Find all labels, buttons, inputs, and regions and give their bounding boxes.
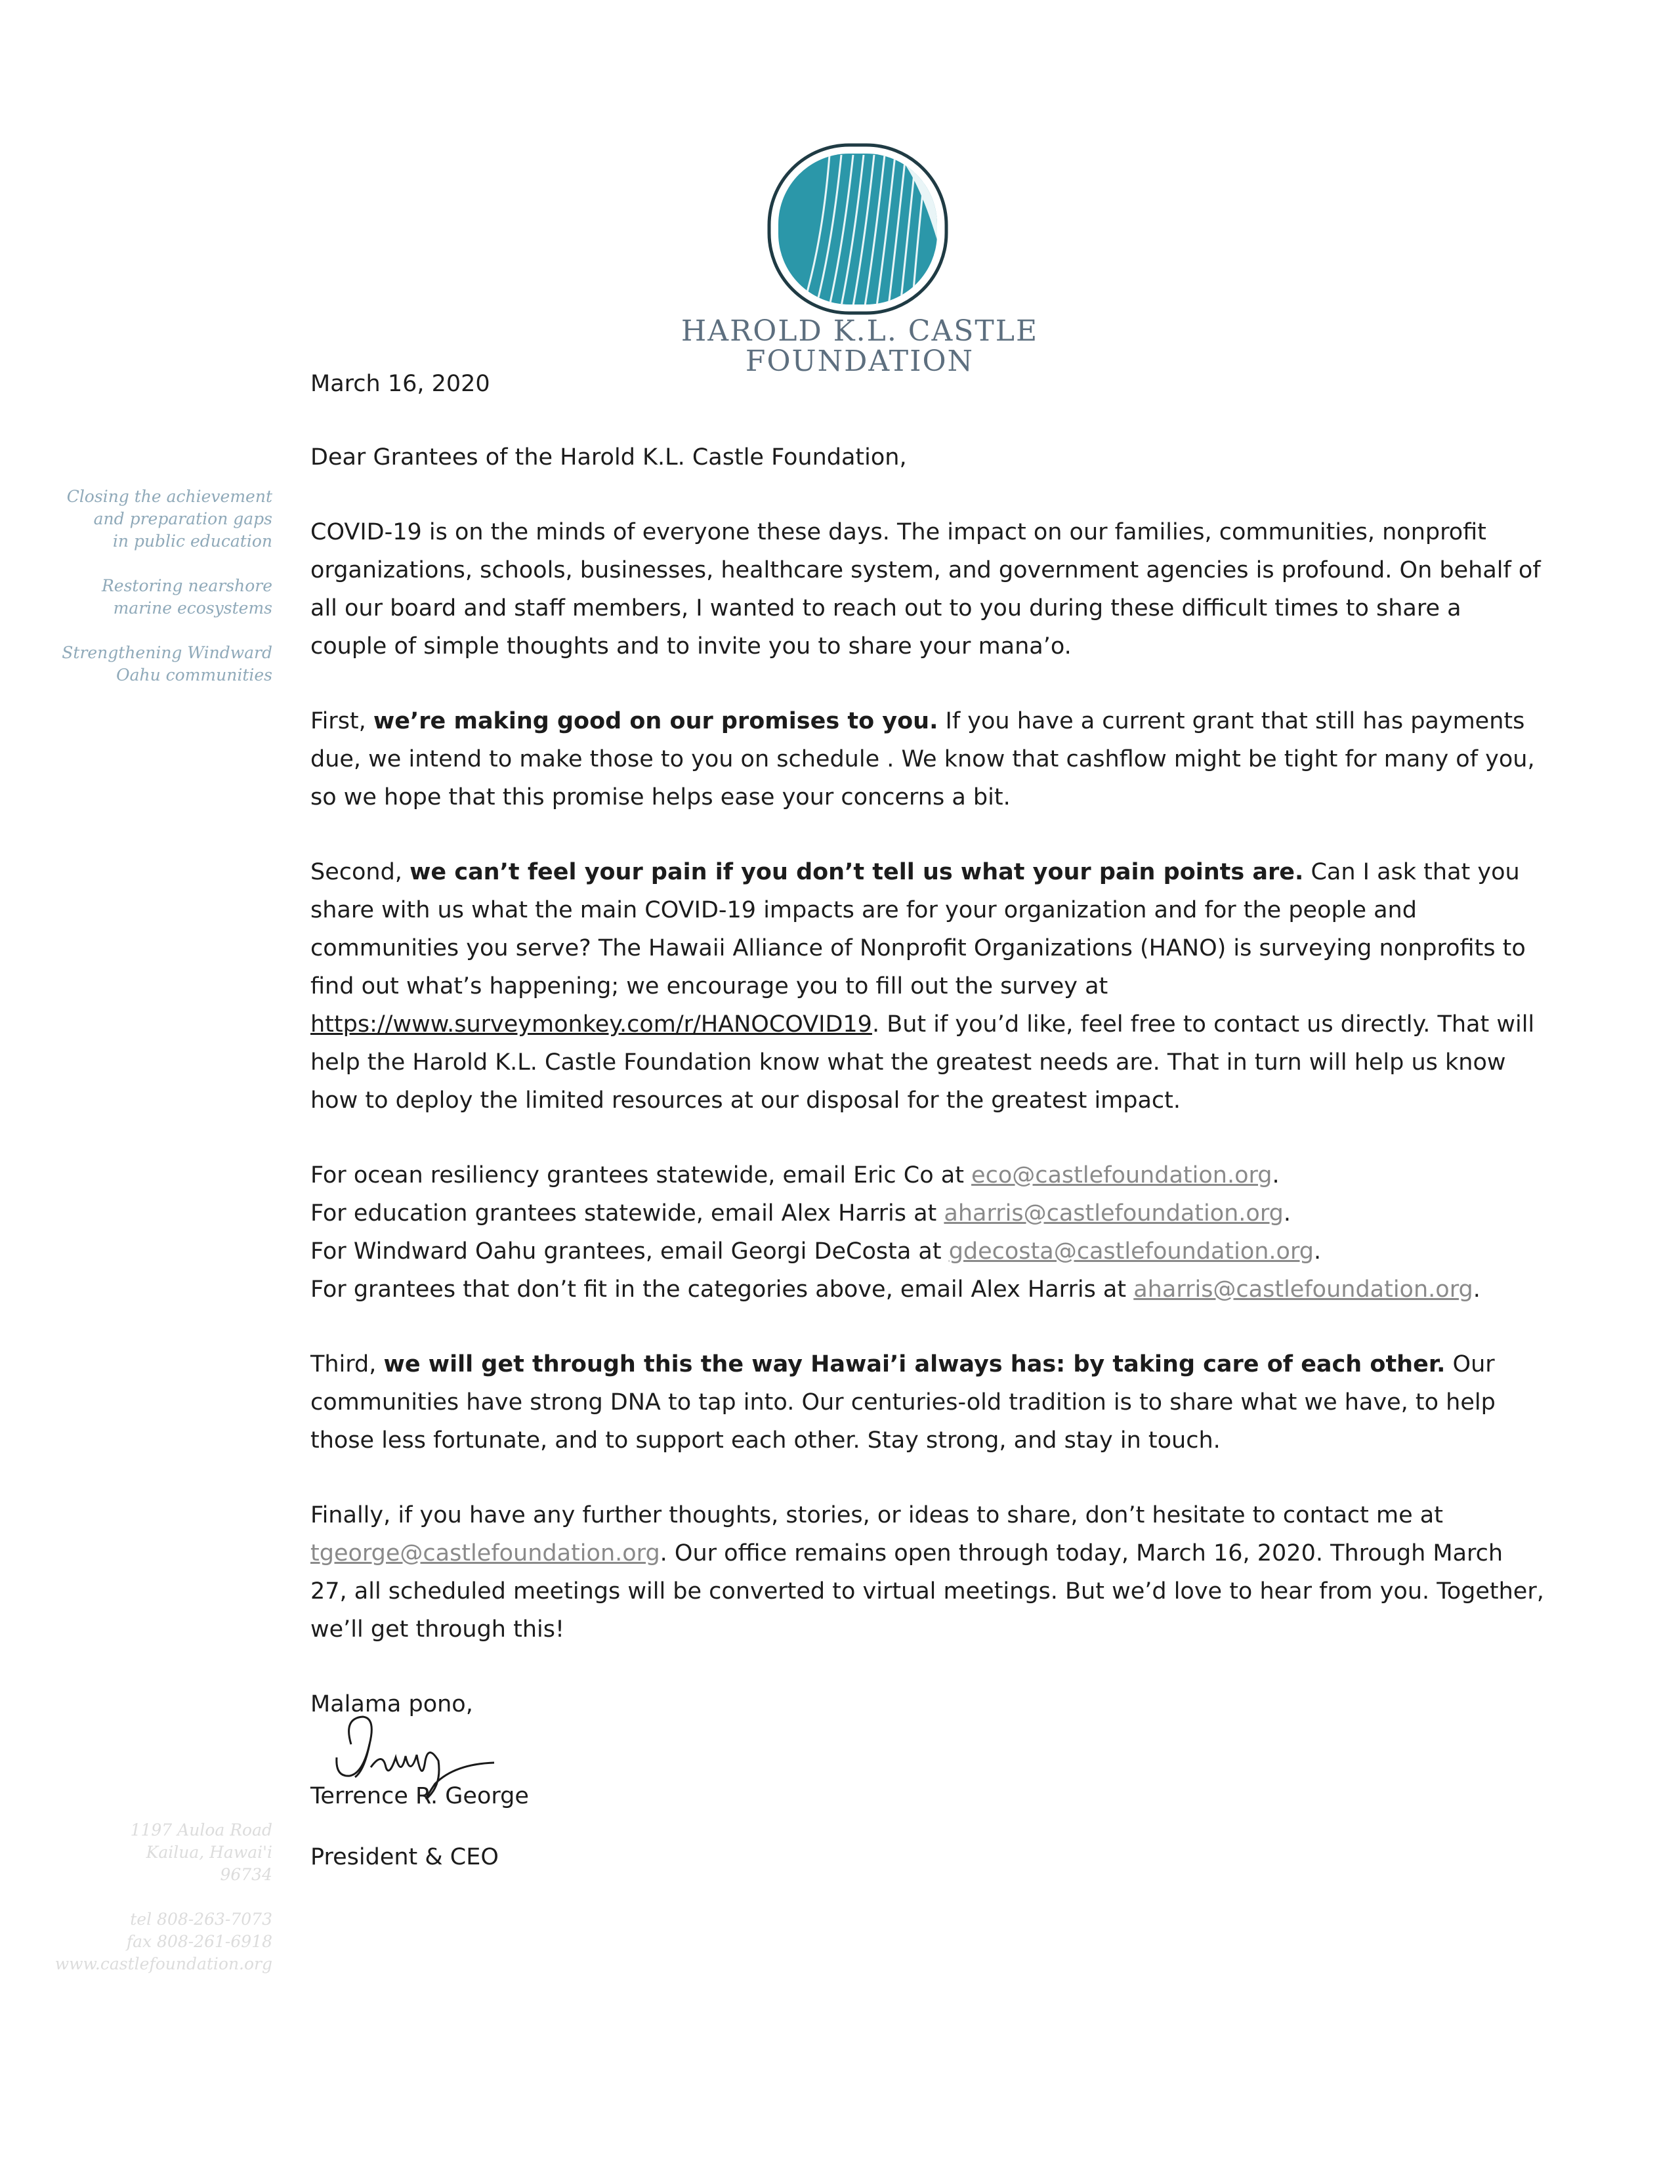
signature-block (310, 1685, 529, 1876)
org-name-line1: HAROLD K.L. CASTLE (681, 314, 1039, 348)
text-run: Third, (310, 1351, 384, 1377)
bold-text: we can’t feel your pain if you don’t tell us what your pain points are. (410, 859, 1304, 885)
focus-area-windward (26, 642, 272, 686)
text-run: . (1473, 1276, 1480, 1303)
contact-line-education (310, 1194, 1544, 1232)
bold-text: we’re making good on our promises to you. (373, 708, 938, 734)
org-name-line2: FOUNDATION (745, 345, 975, 378)
closing: Malama pono, (310, 1691, 473, 1717)
text-run: Our communities have strong DNA to tap into. Our centuries-old tradition is to share what we have, to help those less fortunate, and to support each other. Stay strong, and stay in touch. (310, 1351, 1496, 1454)
email-link-aharris-other[interactable]: aharris@castlefoundation.org (1133, 1276, 1473, 1303)
text-run: . Our office remains open through today, March 16, 2020. Through March 27, all scheduled meetings will be converted to virtual meetings. But we’d love to hear from you. Together, we’ll get through this! (310, 1540, 1544, 1643)
text-run: Can I ask that you share with us what the main COVID-19 impacts are for your organization and for the people and communities you serve? The Hawaii Alliance of Nonprofit Organizations (HANO) is surveying nonprofits to find out what’s happening; we encourage you to fill out the survey at (310, 859, 1526, 999)
bold-text: we will get through this the way Hawai’i always has: by taking care of each other. (383, 1351, 1446, 1377)
focus-area-marine (26, 575, 272, 620)
text-run: If you have a current grant that still has payments due, we intend to make those to you on schedule . We know that cashflow might be tight for many of you, so we hope that this promise helps ease your concerns a bit. (310, 708, 1535, 810)
paragraph-together (310, 1345, 1544, 1460)
letter-body (310, 365, 1544, 1685)
text-run: First, (310, 708, 373, 734)
fax-number: fax 808-261-6918 (126, 1932, 272, 1951)
text-run: Second, (310, 859, 410, 885)
paragraph-closing (310, 1496, 1544, 1648)
contact-line-windward (310, 1232, 1544, 1270)
sidebar-line: Restoring nearshore (101, 576, 272, 595)
paragraph-promises (310, 702, 1544, 816)
address-line: 1197 Auloa Road (130, 1820, 272, 1839)
focus-area-education (26, 486, 272, 553)
text-run: . (1313, 1238, 1322, 1265)
email-link-gdecosta[interactable]: gdecosta@castlefoundation.org (948, 1238, 1314, 1265)
text-run: . (1283, 1200, 1291, 1227)
sidebar-line: in public education (112, 532, 272, 551)
sidebar-line: and preparation gaps (93, 509, 272, 528)
sidebar-focus-areas (26, 486, 272, 686)
address-line: Kailua, Hawai'i (146, 1843, 272, 1862)
contact-list (310, 1156, 1544, 1309)
sidebar-address (26, 1819, 272, 1975)
letter-date: March 16, 2020 (310, 371, 490, 397)
text-run: For grantees that don’t fit in the categories above, email Alex Harris at (310, 1276, 1134, 1303)
contact-line-ocean (310, 1156, 1544, 1194)
email-link-eco[interactable]: eco@castlefoundation.org (971, 1162, 1272, 1188)
text-run: For Windward Oahu grantees, email Georgi DeCosta at (310, 1238, 949, 1265)
signer-title: President & CEO (310, 1844, 499, 1870)
text-run: For education grantees statewide, email Alex Harris at (310, 1200, 944, 1227)
handwritten-signature (324, 1705, 520, 1803)
sidebar-line: Strengthening Windward (62, 643, 272, 662)
paragraph-intro: COVID-19 is on the minds of everyone these days. The impact on our families, communities, nonprofit organizations, schools, businesses, healthcare system, and government agencies is profound. On behalf of all our board and staff members, I wanted to reach out to you during these difficult times to share a couple of simple thoughts and to invite you to share your mana’o. (310, 519, 1541, 660)
salutation: Dear Grantees of the Harold K.L. Castle Foundation, (310, 444, 907, 471)
email-link-aharris[interactable]: aharris@castlefoundation.org (944, 1200, 1284, 1227)
website-url: www.castlefoundation.org (54, 1954, 272, 1973)
sidebar-line: Closing the achievement (66, 487, 272, 506)
sidebar-line: Oahu communities (116, 665, 272, 684)
wave-logo-icon (764, 142, 952, 316)
text-run: . (1272, 1162, 1280, 1188)
phone-number: tel 808-263-7073 (130, 1910, 272, 1929)
paragraph-pain-points (310, 853, 1544, 1120)
text-run: For ocean resiliency grantees statewide, email Eric Co at (310, 1162, 972, 1188)
signer-name: Terrence R. George (310, 1783, 529, 1809)
survey-link[interactable]: https://www.surveymonkey.com/r/HANOCOVID19 (310, 1011, 872, 1038)
address-line: 96734 (220, 1865, 272, 1884)
text-run: Finally, if you have any further thoughts, stories, or ideas to share, don’t hesitate to contact me at (310, 1502, 1443, 1528)
sidebar-line: marine ecosystems (113, 598, 272, 618)
contact-line-other (310, 1270, 1544, 1309)
text-run: . But if you’d like, feel free to contact us directly. That will help the Harold K.L. Castle Foundation know what the greatest needs are. That in turn will help us know how to deploy the limited resources at our disposal for the greatest impact. (310, 1011, 1535, 1114)
email-link-tgeorge[interactable]: tgeorge@castlefoundation.org (310, 1540, 660, 1566)
